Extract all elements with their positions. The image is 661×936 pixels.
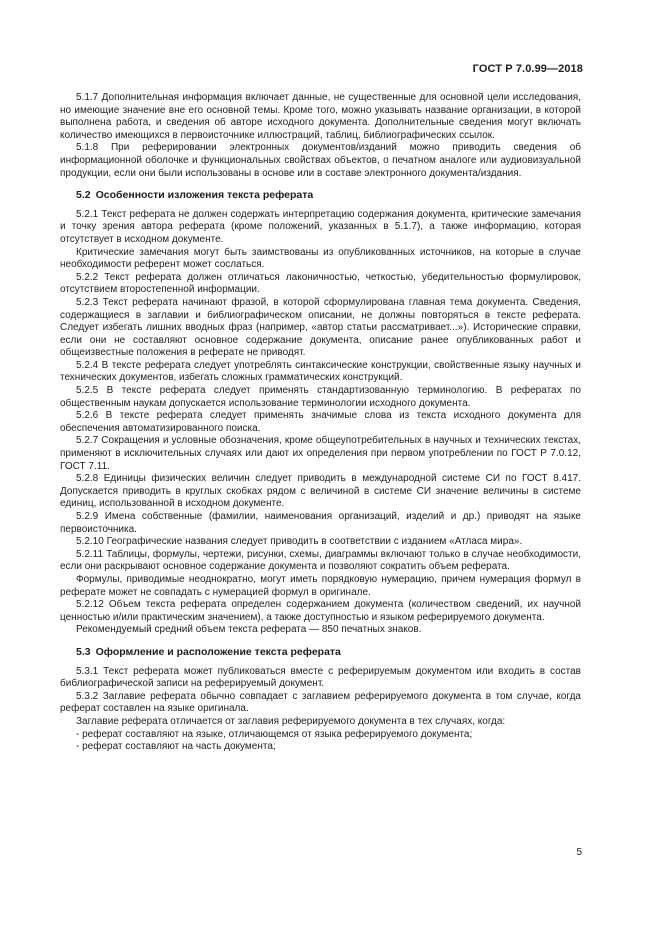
paragraph: 5.2.11 Таблицы, формулы, чертежи, рисунки, схемы, диаграммы включают только в случае необходимости, если они раскрывают основное содержание документа и позволяют сократить объем реферата. [60, 548, 581, 573]
paragraph: 5.2.9 Имена собственные (фамилии, наименования организаций, изделий и др.) приводят на языке первоисточника. [60, 511, 581, 535]
section-title: Особенности изложения текста реферата [95, 189, 314, 202]
paragraph: Рекомендуемый средний объем текста реферата — 850 печатных знаков. [76, 624, 422, 636]
paragraph: 5.2.6 В тексте реферата следует применять значимые слова из текста исходного документа для обеспечения автоматизированного поиска. [60, 410, 581, 434]
paragraph: 5.3.1 Текст реферата может публиковаться вместе с реферируемым документом или входить в состав библиографической записи на реферируемый документ. [60, 665, 581, 690]
list-item: - реферат составляют на языке, отличающемся от языка реферируемого документа; [76, 728, 473, 740]
section-title: Оформление и расположение текста реферата [95, 645, 341, 658]
section-number: 5.2 [76, 189, 91, 202]
paragraph: 5.1.7 Дополнительная информация включает данные, не существенные для основной цели исследования, но имеющие значение вне его основной темы. Кроме того, можно указывать название организации, в которой выполнена работа, и сведения об авторе исходного документа. Дополнительные сведения могут включать количество имеющихся в первоисточнике иллюстраций, таблиц, библиографических ссылок. [60, 92, 581, 141]
section-number: 5.3 [76, 645, 91, 658]
paragraph: 5.3.2 Заглавие реферата обычно совпадает с заглавием реферируемого документа в том случае, когда реферат составлен на языке оригинала. [60, 690, 581, 715]
paragraph: 5.1.8 При реферировании электронных документов/изданий можно приводить сведения об информационной оболочке и функциональных свойствах объектов, о печатном аналоге или аудиовизуальной продукции, если они были использованы в основе или в составе электронного документа/издания. [60, 142, 581, 179]
paragraph: 5.2.8 Единицы физических величин следует приводить в международной системе СИ по ГОСТ 8.417. Допускается приводить в круглых скобках рядом с величиной в системе СИ значение величины в системе единиц, использованной в исходном документе. [60, 473, 581, 510]
paragraph: Формулы, приводимые неоднократно, могут иметь порядковую нумерацию, причем нумерация формул в реферате может не совпадать с нумерацией формул в оригинале. [60, 573, 581, 598]
paragraph: 5.2.7 Сокращения и условные обозначения, кроме общеупотребительных в научных и технических текстах, применяют в исключительных случаях или дают их определения при первом употреблении по ГОСТ Р 7.0.12, ГОСТ 7.11. [60, 435, 581, 472]
paragraph: 5.2.10 Географические названия следует приводить в соответствии с изданием «Атласа мира». [76, 536, 523, 548]
page-body [60, 92, 581, 754]
paragraph: 5.2.2 Текст реферата должен отличаться лаконичностью, четкостью, убедительностью формулировок, отсутствием второстепенной информации. [60, 271, 581, 296]
page-number: 5 [576, 847, 582, 858]
paragraph: 5.2.5 В тексте реферата следует применять стандартизованную терминологию. В рефератах по общественным наукам допускается использование терминологии исходного документа. [60, 385, 581, 409]
paragraph: 5.2.4 В тексте реферата следует употреблять синтаксические конструкции, свойственные языку научных и технических документов, избегать сложных грамматических конструкций. [60, 359, 581, 384]
document-code: ГОСТ Р 7.0.99—2018 [472, 63, 583, 75]
paragraph: 5.2.12 Объем текста реферата определен содержанием документа (количеством сведений, их научной ценностью и/или практическим значением), а также доступностью и языком реферируемого документа. [60, 599, 581, 623]
section-heading-5-3 [60, 646, 581, 659]
paragraph: Критические замечания могут быть заимствованы из опубликованных источников, на которые в случае необходимости референт может сослаться. [60, 246, 581, 271]
paragraph: 5.2.3 Текст реферата начинают фразой, в которой сформулирована главная тема документа. Сведения, содержащиеся в заглавии и библиографическом описании, не должны повторяться в тексте реферата. Следует избегать лишних вводных фраз (например, «автор статьи рассматривает...»). Исторические справки, если они не составляют основное содержание документа, описание ранее опубликованных работ и общеизвестные положения в реферате не приводят. [60, 296, 581, 359]
paragraph: 5.2.1 Текст реферата не должен содержать интерпретацию содержания документа, критические замечания и точку зрения автора реферата (кроме положений, указанных в 5.1.7), а также информацию, которая отсутствует в исходном документе. [60, 208, 581, 245]
paragraph: Заглавие реферата отличается от заглавия реферируемого документа в тех случаях, когда: [76, 715, 506, 727]
list-item: - реферат составляют на часть документа; [76, 741, 276, 753]
section-heading-5-2 [60, 189, 581, 202]
